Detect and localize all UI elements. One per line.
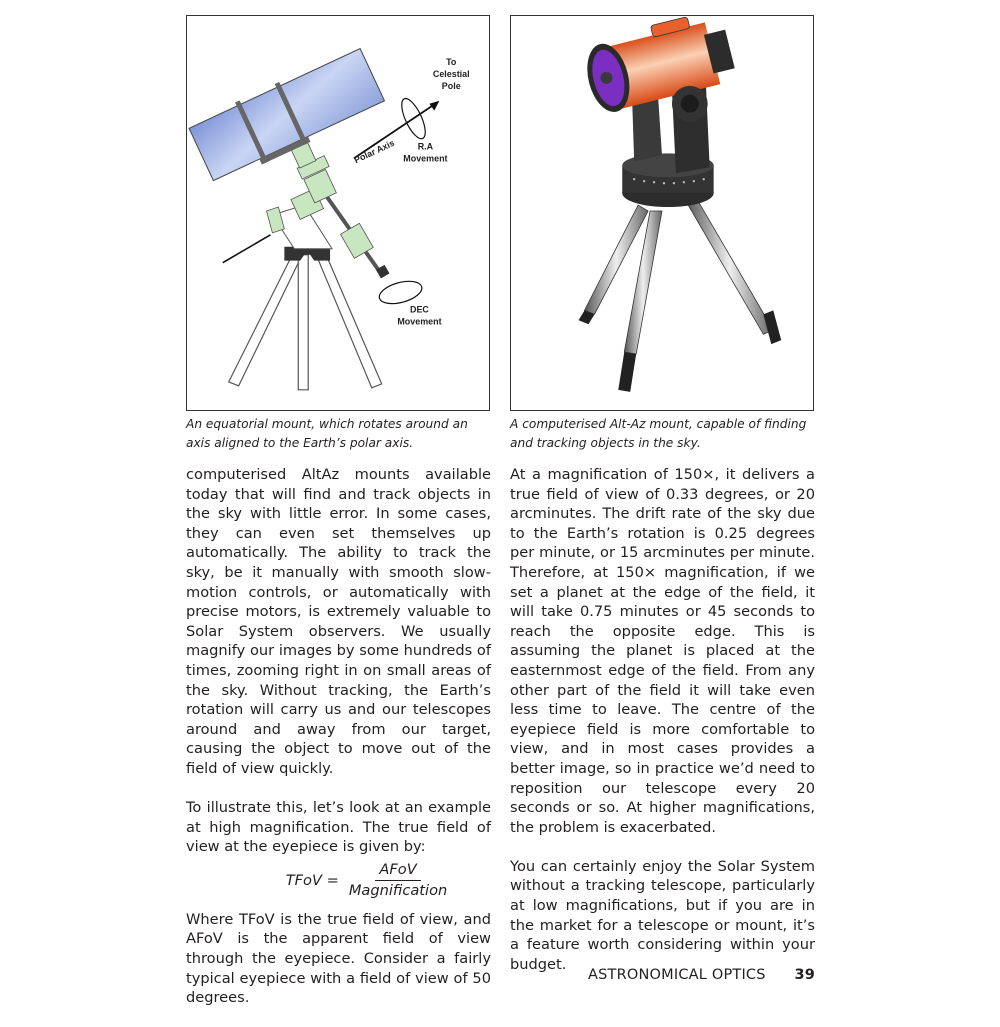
tripod-legs	[229, 255, 382, 390]
tripod-legs	[579, 197, 782, 392]
running-section-title: ASTRONOMICAL OPTICS	[588, 967, 766, 983]
paragraph: Where TFoV is the true field of view, and AFoV is the apparent field of view through the eyepiece. Consider a fairly typical eyepiece with a field of view of 50 degrees.	[186, 910, 491, 1007]
figure-caption-equatorial: An equatorial mount, which rotates around an axis aligned to the Earth’s polar axis.	[186, 417, 468, 450]
page-number: 39	[794, 967, 816, 983]
label-dec-movement: Movement	[397, 316, 442, 327]
equatorial-mount-diagram	[187, 16, 489, 410]
formula-lhs: TFoV =	[285, 871, 339, 889]
body-column-left	[186, 465, 491, 1027]
label-celestial: Celestial	[432, 68, 470, 79]
label-to: To	[446, 56, 457, 67]
formula-fraction	[345, 861, 451, 900]
equatorial-mount-figure	[186, 15, 490, 411]
tfov-formula	[246, 861, 491, 900]
label-dec: DEC	[410, 304, 429, 315]
label-ra: R.A	[417, 141, 434, 152]
altaz-telescope-illustration	[511, 16, 813, 410]
body-column-right	[510, 465, 815, 994]
paragraph: You can certainly enjoy the Solar System without a tracking telescope, particularly at low magnifications, but if you are in the market for a telescope or mount, it’s a feature worth considering within your budget.	[510, 857, 815, 973]
paragraph: computerised AltAz mounts available today that will find and track objects in the sky with little error. In some cases, they can even set themselves up automatically. The ability to track the sky, be it manually with smooth slow-motion controls, or automatically with precise motors, is extremely valuable to Solar System observers. We usually magnify our images by some hundreds of times, zooming right in on small areas of the sky. Without tracking, the Earth’s rotation will carry us and our telescopes around and away from our target, causing the object to move out of the field of view quickly.	[186, 466, 491, 777]
page-footer	[588, 967, 815, 983]
paragraph: At a magnification of 150×, it delivers a true field of view of 0.33 degrees, or 20 arcminutes. The drift rate of the sky due to the Earth’s rotation is 0.25 degrees per minute, or 15 arcminutes per minute. Therefore, at 150× magnification, if we set a planet at the edge of the field, it will take 0.75 minutes or 45 seconds to reach the opposite edge. This is assuming the planet is placed at the easternmost edge of the field. From any other part of the field it will take even less time to leave. The centre of the eyepiece field is more comfortable to view, and in most cases provides a better image, so in practice we’d need to reposition our telescope every 20 seconds or so. At higher magnifications, the problem is exacerbated.	[510, 466, 815, 836]
paragraph: To illustrate this, let’s look at an example at high magnification. The true field of view at the eyepiece is given by:	[186, 799, 491, 856]
altaz-mount-figure	[510, 15, 814, 411]
label-ra-movement: Movement	[403, 153, 448, 164]
formula-numerator: AFoV	[375, 861, 420, 881]
label-pole: Pole	[441, 80, 461, 91]
label-polar-axis: Polar Axis	[352, 137, 397, 166]
formula-denominator: Magnification	[348, 881, 448, 899]
figure-caption-altaz: A computerised Alt-Az mount, capable of finding and tracking objects in the sky.	[510, 417, 807, 450]
